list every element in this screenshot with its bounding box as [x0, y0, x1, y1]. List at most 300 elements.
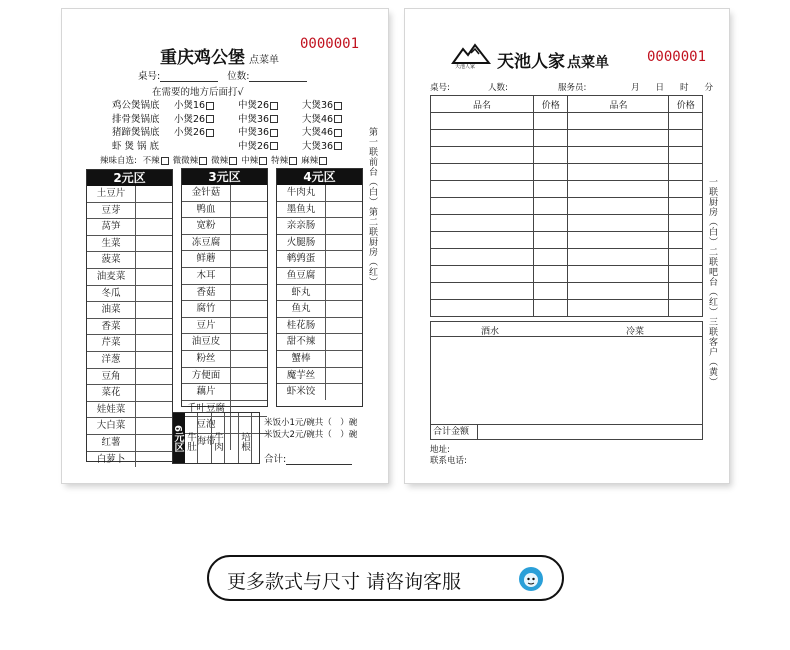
order-table-cell[interactable] — [431, 147, 534, 164]
date-label: 日 — [655, 83, 665, 93]
menu-item-qty[interactable] — [231, 334, 267, 350]
order-table-cell[interactable] — [568, 130, 669, 147]
pot-base-row — [112, 99, 366, 113]
menu-item-qty[interactable] — [231, 202, 267, 218]
menu-item-qty[interactable] — [326, 301, 362, 317]
order-table-header: 价格 — [533, 96, 567, 113]
order-table-cell[interactable] — [669, 300, 703, 317]
order-table-cell[interactable] — [568, 266, 669, 283]
checkbox[interactable] — [289, 157, 297, 165]
menu-item-row — [87, 334, 172, 351]
menu-item-qty[interactable] — [136, 269, 172, 285]
order-table-cell[interactable] — [533, 232, 567, 249]
pot-size-label: 大煲36 — [302, 100, 334, 111]
order-table-cell[interactable] — [669, 249, 703, 266]
spice-option-label: 中辣 — [241, 156, 259, 166]
order-table-cell[interactable] — [568, 249, 669, 266]
pot-size-option — [238, 126, 302, 140]
menu-item-qty[interactable] — [136, 203, 172, 219]
right-table-label: 桌号: — [430, 83, 450, 93]
pot-size-option — [238, 113, 302, 127]
order-table-cell[interactable] — [568, 164, 669, 181]
order-table-cell[interactable] — [533, 130, 567, 147]
menu-item-qty[interactable] — [231, 368, 267, 384]
menu-item-name: 腐竹 — [182, 301, 231, 317]
menu-item-name: 油菜 — [87, 302, 136, 318]
order-table-cell[interactable] — [669, 113, 703, 130]
menu-item-qty[interactable] — [326, 202, 362, 218]
menu-item-row — [87, 218, 172, 235]
zone-4yuan — [276, 168, 363, 407]
menu-item-qty[interactable] — [231, 268, 267, 284]
menu-item-row — [87, 368, 172, 385]
pot-size-option — [302, 126, 366, 140]
menu-item-qty[interactable] — [136, 402, 172, 418]
order-table-cell[interactable] — [431, 215, 534, 232]
zone6-item-name: 牛肉 — [212, 413, 225, 463]
right-order-table — [430, 95, 703, 317]
menu-item-name: 豆泡 — [182, 417, 231, 433]
menu-item-row — [277, 250, 362, 267]
menu-item-row — [182, 317, 267, 334]
pot-base-name: 排骨煲锅底 — [112, 113, 160, 125]
order-table-row — [431, 147, 703, 164]
pot-base-name: 鸡公煲锅底 — [112, 100, 160, 111]
order-table-header: 品名 — [568, 96, 669, 113]
order-table-row — [431, 198, 703, 215]
order-table-cell[interactable] — [533, 181, 567, 198]
right-title — [497, 47, 609, 72]
menu-item-qty[interactable] — [136, 286, 172, 302]
zone6-item-name: 培根 — [239, 413, 252, 463]
right-serial-number: 0000001 — [647, 49, 707, 65]
menu-item-row — [182, 333, 267, 350]
menu-item-name: 桂花肠 — [277, 318, 326, 334]
order-table-cell[interactable] — [533, 164, 567, 181]
right-title-text: 天池人家 — [497, 52, 565, 72]
menu-item-qty[interactable] — [136, 335, 172, 351]
menu-item-name: 火腿肠 — [277, 235, 326, 251]
menu-item-qty[interactable] — [231, 235, 267, 251]
menu-item-qty[interactable] — [231, 301, 267, 317]
spice-option-label: 麻辣 — [301, 156, 319, 166]
order-table-cell[interactable] — [431, 198, 534, 215]
menu-item-qty[interactable] — [231, 185, 267, 201]
total-amount-label: 合计金额 — [431, 425, 478, 439]
rice-line: 米饭小1元/碗共（ ）碗 — [264, 418, 358, 428]
left-title-text: 重庆鸡公堡 — [160, 48, 245, 68]
order-table-cell[interactable] — [568, 198, 669, 215]
pot-size-label: 大煲46 — [302, 113, 334, 125]
menu-item-name: 菠菜 — [87, 252, 136, 268]
order-table-row — [431, 300, 703, 317]
menu-item-qty[interactable] — [326, 285, 362, 301]
menu-item-row — [182, 350, 267, 367]
menu-item-qty[interactable] — [136, 385, 172, 401]
checkbox[interactable] — [206, 102, 214, 110]
order-table-cell[interactable] — [669, 164, 703, 181]
menu-item-row — [87, 384, 172, 401]
pot-base-list — [112, 99, 366, 153]
menu-item-qty[interactable] — [136, 435, 172, 451]
left-seats-field[interactable] — [249, 71, 307, 82]
menu-item-row — [87, 434, 172, 451]
order-form-left — [62, 9, 388, 483]
spice-label: 辣味自选: — [100, 156, 137, 166]
menu-item-row — [277, 350, 362, 367]
left-seats-label: 位数: — [227, 71, 250, 82]
checkbox[interactable] — [270, 129, 278, 137]
menu-item-row — [87, 251, 172, 268]
pot-base-name: 虾 煲 锅 底 — [112, 140, 160, 152]
pot-size-option — [302, 113, 366, 127]
checkbox[interactable] — [334, 115, 342, 123]
menu-item-qty[interactable] — [231, 251, 267, 267]
date-label: 时 — [680, 83, 689, 93]
menu-item-name: 洋葱 — [87, 352, 136, 368]
order-table-cell[interactable] — [669, 147, 703, 164]
menu-item-name: 亲亲肠 — [277, 218, 326, 234]
left-instruction: 在需要的地方后面打√ — [152, 87, 244, 98]
order-table-cell[interactable] — [431, 266, 534, 283]
checkbox[interactable] — [229, 157, 237, 165]
checkbox[interactable] — [270, 142, 278, 150]
checkbox[interactable] — [334, 102, 342, 110]
menu-item-name: 白萝卜 — [87, 452, 136, 468]
order-table-cell[interactable] — [568, 232, 669, 249]
rice-lines — [264, 417, 357, 441]
menu-item-name: 千叶豆腐 — [182, 401, 231, 417]
menu-item-row — [277, 284, 362, 301]
order-table-cell[interactable] — [431, 113, 534, 130]
contact-service-text: 更多款式与尺寸 请咨询客服 — [227, 571, 462, 593]
menu-item-row — [277, 333, 362, 350]
order-table-cell[interactable] — [533, 215, 567, 232]
menu-item-qty[interactable] — [326, 185, 362, 201]
checkbox[interactable] — [270, 115, 278, 123]
left-total-field[interactable] — [286, 454, 352, 465]
right-title-suffix: 点菜单 — [567, 55, 609, 71]
rice-line: 米饭大2元/碗共（ ）碗 — [264, 430, 358, 440]
left-serial-number: 0000001 — [300, 36, 360, 52]
right-info-row — [430, 81, 715, 93]
menu-item-row — [87, 186, 172, 202]
menu-item-name: 芹菜 — [87, 335, 136, 351]
menu-item-name: 冬瓜 — [87, 286, 136, 302]
menu-item-name: 木耳 — [182, 268, 231, 284]
menu-item-qty[interactable] — [136, 452, 172, 468]
phone-label: 联系电话: — [430, 456, 467, 466]
menu-item-qty[interactable] — [136, 352, 172, 368]
menu-item-row — [87, 351, 172, 368]
menu-item-qty[interactable] — [136, 252, 172, 268]
menu-item-qty[interactable] — [326, 368, 362, 384]
pot-size-option — [174, 140, 238, 154]
menu-item-qty[interactable] — [136, 302, 172, 318]
order-table-cell[interactable] — [533, 300, 567, 317]
menu-item-row — [182, 267, 267, 284]
menu-item-name: 豆角 — [87, 369, 136, 385]
order-table-cell[interactable] — [568, 113, 669, 130]
menu-item-row — [277, 367, 362, 384]
order-table-cell[interactable] — [669, 215, 703, 232]
order-form-right — [405, 9, 729, 483]
menu-item-row — [87, 235, 172, 252]
left-title-suffix: 点菜单 — [249, 55, 279, 66]
pot-size-label: 中煲36 — [238, 127, 270, 138]
menu-item-name: 菜花 — [87, 385, 136, 401]
menu-item-name: 鸭血 — [182, 202, 231, 218]
menu-item-row — [182, 383, 267, 400]
zone-6yuan-head: 6元区 — [173, 413, 185, 463]
menu-item-qty[interactable] — [326, 218, 362, 234]
order-table-header: 价格 — [669, 96, 703, 113]
spice-option-label: 特辣 — [271, 156, 289, 166]
order-table-cell[interactable] — [533, 266, 567, 283]
checkbox[interactable] — [270, 102, 278, 110]
order-table-cell[interactable] — [568, 215, 669, 232]
menu-item-row — [182, 217, 267, 234]
menu-item-qty[interactable] — [231, 384, 267, 400]
pot-size-label: 小煲16 — [174, 100, 206, 111]
left-title — [160, 43, 279, 68]
menu-item-row — [87, 417, 172, 434]
spice-options — [100, 154, 328, 166]
zone-6yuan — [172, 412, 260, 464]
pot-size-option — [302, 140, 366, 154]
menu-item-qty[interactable] — [136, 236, 172, 252]
menu-item-name: 油豆皮 — [182, 334, 231, 350]
order-table-cell[interactable] — [431, 283, 534, 300]
pot-size-option — [302, 99, 366, 113]
menu-item-name: 蟹棒 — [277, 351, 326, 367]
order-table-cell[interactable] — [431, 130, 534, 147]
pot-size-label: 大煲46 — [302, 127, 334, 138]
pot-base-row — [112, 140, 366, 154]
order-table-cell[interactable] — [568, 181, 669, 198]
drinks-label: 酒水 — [481, 327, 500, 337]
order-table-cell[interactable] — [533, 147, 567, 164]
menu-item-qty[interactable] — [326, 384, 362, 400]
menu-item-name: 冻豆腐 — [182, 235, 231, 251]
menu-item-name: 粉丝 — [182, 351, 231, 367]
order-table-cell[interactable] — [533, 283, 567, 300]
menu-item-name: 豆片 — [182, 318, 231, 334]
menu-item-row — [277, 217, 362, 234]
order-table-cell[interactable] — [431, 181, 534, 198]
order-table-cell[interactable] — [669, 232, 703, 249]
zone-2yuan — [86, 169, 173, 465]
pot-size-option — [174, 126, 238, 140]
menu-item-row — [277, 317, 362, 334]
order-table-row — [431, 283, 703, 300]
left-table-label: 桌号: — [138, 71, 161, 82]
menu-item-name: 鹌鹑蛋 — [277, 251, 326, 267]
order-table-row — [431, 130, 703, 147]
pot-size-option — [238, 140, 302, 154]
zone6-item-name: 牛肚 — [185, 413, 198, 463]
order-table-cell[interactable] — [431, 249, 534, 266]
menu-item-row — [182, 250, 267, 267]
order-table-row — [431, 266, 703, 283]
menu-item-qty[interactable] — [231, 218, 267, 234]
menu-item-qty[interactable] — [326, 268, 362, 284]
total-amount-row — [430, 425, 703, 440]
checkbox[interactable] — [334, 129, 342, 137]
order-table-cell[interactable] — [568, 283, 669, 300]
menu-item-row — [87, 285, 172, 302]
checkbox[interactable] — [199, 157, 207, 165]
menu-item-name: 金针菇 — [182, 185, 231, 201]
menu-item-name: 香菇 — [182, 285, 231, 301]
menu-item-row — [87, 301, 172, 318]
menu-item-qty[interactable] — [231, 318, 267, 334]
order-table-cell[interactable] — [431, 232, 534, 249]
menu-item-qty[interactable] — [326, 251, 362, 267]
pot-base-row — [112, 113, 366, 127]
order-table-cell[interactable] — [669, 198, 703, 215]
menu-item-name: 虾丸 — [277, 285, 326, 301]
menu-item-row — [87, 401, 172, 418]
checkbox[interactable] — [206, 115, 214, 123]
menu-item-qty[interactable] — [326, 334, 362, 350]
checkbox[interactable] — [259, 157, 267, 165]
menu-item-row — [277, 185, 362, 201]
spice-option-label: 微辣 — [211, 156, 229, 166]
pot-size-label: 中煲26 — [238, 140, 270, 152]
zone-3yuan-head: 3元区 — [182, 169, 267, 185]
right-waiter-label: 服务员: — [558, 83, 587, 93]
pot-size-label: 小煲26 — [174, 113, 206, 125]
menu-item-row — [277, 267, 362, 284]
menu-item-qty[interactable] — [326, 318, 362, 334]
pot-size-label: 中煲36 — [238, 113, 270, 125]
menu-item-qty[interactable] — [326, 235, 362, 251]
zone-2yuan-head: 2元区 — [87, 170, 172, 186]
right-copy-note: 一联厨房（白）二联吧台（红）三联客户（黄） — [707, 177, 717, 387]
menu-item-row — [277, 234, 362, 251]
order-table-cell[interactable] — [568, 147, 669, 164]
order-table-cell[interactable] — [669, 181, 703, 198]
menu-item-qty[interactable] — [136, 219, 172, 235]
order-table-row — [431, 164, 703, 181]
menu-item-name: 鱼丸 — [277, 301, 326, 317]
menu-item-qty[interactable] — [231, 285, 267, 301]
spice-option-label: 微微辣 — [172, 156, 199, 166]
menu-item-row — [277, 383, 362, 400]
order-table-cell[interactable] — [431, 164, 534, 181]
checkbox[interactable] — [206, 129, 214, 137]
order-table-row — [431, 215, 703, 232]
checkbox[interactable] — [161, 157, 169, 165]
logo-text: 天池人家 — [455, 64, 476, 70]
menu-item-row — [87, 318, 172, 335]
right-persons-label: 人数: — [488, 83, 508, 93]
order-table-header: 品名 — [431, 96, 534, 113]
pot-size-option — [174, 113, 238, 127]
order-table-row — [431, 181, 703, 198]
order-table-cell[interactable] — [669, 283, 703, 300]
menu-item-row — [182, 201, 267, 218]
menu-item-name: 大白菜 — [87, 418, 136, 434]
menu-item-name: 牛肉丸 — [277, 185, 326, 201]
menu-item-row — [182, 234, 267, 251]
pot-size-label: 大煲36 — [302, 140, 334, 152]
order-table-row — [431, 113, 703, 130]
menu-item-row — [182, 185, 267, 201]
order-table-cell[interactable] — [669, 266, 703, 283]
menu-item-name: 藕片 — [182, 384, 231, 400]
menu-item-name: 油麦菜 — [87, 269, 136, 285]
order-table-cell[interactable] — [568, 300, 669, 317]
contact-service-banner[interactable] — [207, 555, 564, 601]
menu-item-row — [182, 367, 267, 384]
left-table-field[interactable] — [160, 71, 218, 82]
drinks-cold-area — [430, 321, 703, 425]
menu-item-qty[interactable] — [326, 351, 362, 367]
menu-item-name: 豆芽 — [87, 203, 136, 219]
checkbox[interactable] — [319, 157, 327, 165]
menu-item-name: 香菜 — [87, 319, 136, 335]
cold-dishes-label: 冷菜 — [626, 327, 645, 337]
spice-option-label: 不辣 — [142, 156, 160, 166]
date-label: 分 — [704, 83, 714, 93]
left-total-label: 合计: — [264, 454, 287, 465]
menu-item-name: 墨鱼丸 — [277, 202, 326, 218]
order-table-cell[interactable] — [533, 249, 567, 266]
menu-item-row — [87, 268, 172, 285]
customer-service-icon — [518, 566, 544, 592]
menu-item-row — [182, 284, 267, 301]
address-label: 地址: — [430, 445, 450, 455]
pot-size-option — [238, 99, 302, 113]
date-label: 月 — [631, 83, 640, 93]
order-table-cell[interactable] — [431, 300, 534, 317]
menu-item-name: 红薯 — [87, 435, 136, 451]
pot-size-label: 小煲26 — [174, 127, 206, 138]
menu-item-name: 海带 — [182, 434, 231, 450]
checkbox[interactable] — [334, 142, 342, 150]
menu-item-name: 生菜 — [87, 236, 136, 252]
left-total-row — [264, 451, 352, 465]
left-copy-note: 第一联前台（白）第二联厨房（红） — [367, 127, 377, 287]
menu-item-row — [182, 300, 267, 317]
menu-item-name: 娃娃菜 — [87, 402, 136, 418]
mountain-logo — [451, 41, 491, 71]
order-table-cell[interactable] — [533, 198, 567, 215]
pot-size-label: 中煲26 — [238, 100, 270, 111]
menu-item-qty[interactable] — [231, 351, 267, 367]
menu-item-name: 甜不辣 — [277, 334, 326, 350]
order-table-row — [431, 232, 703, 249]
pot-base-row — [112, 126, 366, 140]
menu-item-qty[interactable] — [136, 319, 172, 335]
menu-item-name: 鲜蘑 — [182, 251, 231, 267]
menu-item-name: 魔芋丝 — [277, 368, 326, 384]
menu-item-qty[interactable] — [136, 186, 172, 202]
order-table-row — [431, 249, 703, 266]
pot-size-option — [174, 99, 238, 113]
pot-base-name: 猪蹄煲锅底 — [112, 127, 160, 138]
zone-4yuan-head: 4元区 — [277, 169, 362, 185]
order-table-cell[interactable] — [533, 113, 567, 130]
order-table-cell[interactable] — [669, 130, 703, 147]
left-table-row — [138, 68, 307, 82]
menu-item-qty[interactable] — [136, 369, 172, 385]
menu-item-row — [277, 300, 362, 317]
menu-item-name: 鱼豆腐 — [277, 268, 326, 284]
menu-item-qty[interactable] — [136, 418, 172, 434]
